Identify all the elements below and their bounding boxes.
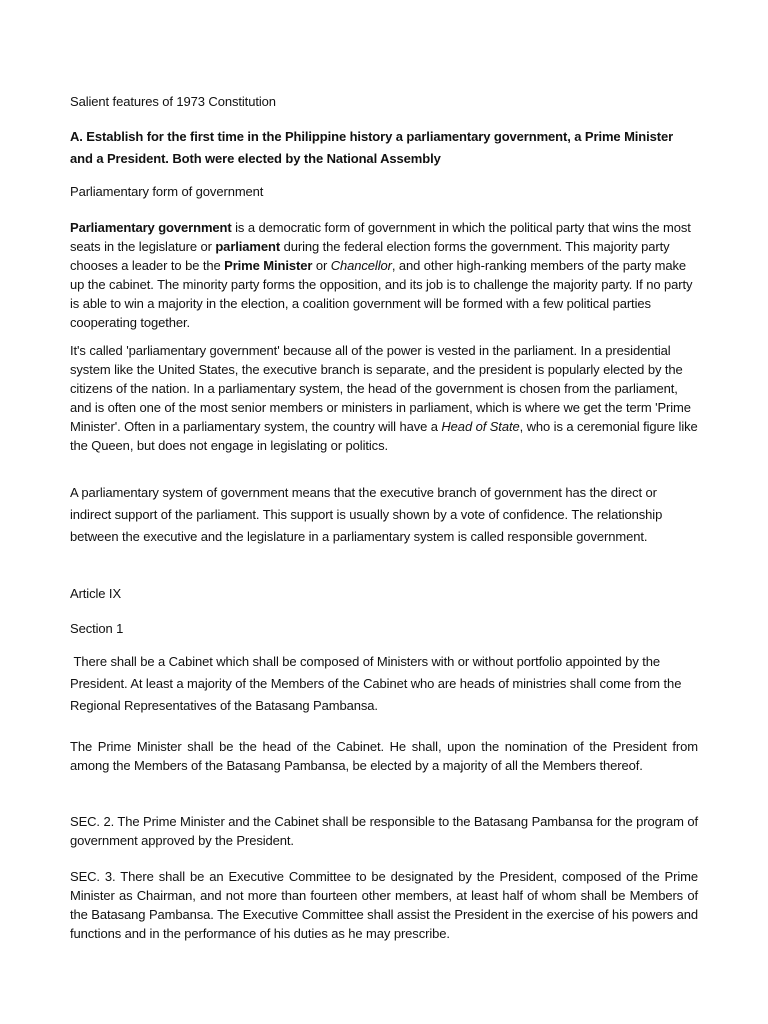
section1-cabinet-paragraph: There shall be a Cabinet which shall be composed of Ministers with or without portfolio appointed by the President. At least a majority of the Members of the Cabinet who are heads of ministries shall come from the Regional Representatives of the Batasang Pambansa. bbox=[70, 654, 685, 713]
para1-text-4: , and other high-ranking members of the party make up the cabinet. The minority party forms the opposition, and its job is to challenge the majority party. If no party is able to win a majority in the election, a coalition government will be formed with a few political parties cooperating together. bbox=[70, 258, 693, 330]
term-parliament: parliament bbox=[215, 239, 281, 254]
term-chancellor: Chancellor bbox=[330, 258, 392, 273]
section2-paragraph: SEC. 2. The Prime Minister and the Cabinet shall be responsible to the Batasang Pambansa for the program of government approved by the President. bbox=[70, 814, 698, 848]
section-subheading: Parliamentary form of government bbox=[70, 184, 264, 199]
document-title: Salient features of 1973 Constitution bbox=[70, 94, 276, 109]
paragraph-parliamentary-power bbox=[70, 341, 698, 455]
section-heading: Section 1 bbox=[70, 621, 124, 636]
article-heading: Article IX bbox=[70, 586, 122, 601]
section3-paragraph: SEC. 3. There shall be an Executive Committee to be designated by the President, composed of the Prime Minister as Chairman, and not more than fourteen other members, at least half of whom shall be Members of the Batasang Pambansa. The Executive Committee shall assist the President in the exercise of his powers and functions and in the performance of his duties as he may prescribe. bbox=[70, 869, 698, 941]
para2-text-1: It's called 'parliamentary government' because all of the power is vested in the parliament. In a presidential system like the United States, the executive branch is separate, and the president is popularly elected by the citizens of the nation. In a parliamentary system, the head of the government is chosen from the parliament, and is often one of the most senior members or ministers in parliament, which is where we get the term 'Prime Minister'. Often in a parliamentary system, the country will have a bbox=[70, 343, 691, 434]
point-a-heading: A. Establish for the first time in the Philippine history a parliamentary government, a Prime Minister and a President. Both were elected by the National Assembly bbox=[70, 129, 674, 166]
para2-text-2: , who is a ceremonial figure like the Queen, but does not engage in legislating or politics. bbox=[70, 419, 698, 453]
para1-text-3: or bbox=[312, 258, 331, 273]
para1-text-2: during the federal election forms the government. This majority party chooses a leader to be the bbox=[70, 239, 670, 273]
para1-text-1: is a democratic form of government in which the political party that wins the most seats in the legislature or bbox=[70, 220, 691, 254]
paragraph-parliamentary-government bbox=[70, 218, 698, 332]
paragraph-responsible-government: A parliamentary system of government means that the executive branch of government has the direct or indirect support of the parliament. This support is usually shown by a vote of confidence. The relationship between the executive and the legislature in a parliamentary system is called responsible government. bbox=[70, 485, 663, 544]
term-prime-minister: Prime Minister bbox=[224, 258, 313, 273]
term-head-of-state: Head of State bbox=[441, 419, 520, 434]
term-parliamentary-government: Parliamentary government bbox=[70, 220, 232, 235]
section1-prime-minister-paragraph: The Prime Minister shall be the head of the Cabinet. He shall, upon the nomination of the President from among the Members of the Batasang Pambansa, be elected by a majority of all the Members thereof. bbox=[70, 739, 698, 773]
